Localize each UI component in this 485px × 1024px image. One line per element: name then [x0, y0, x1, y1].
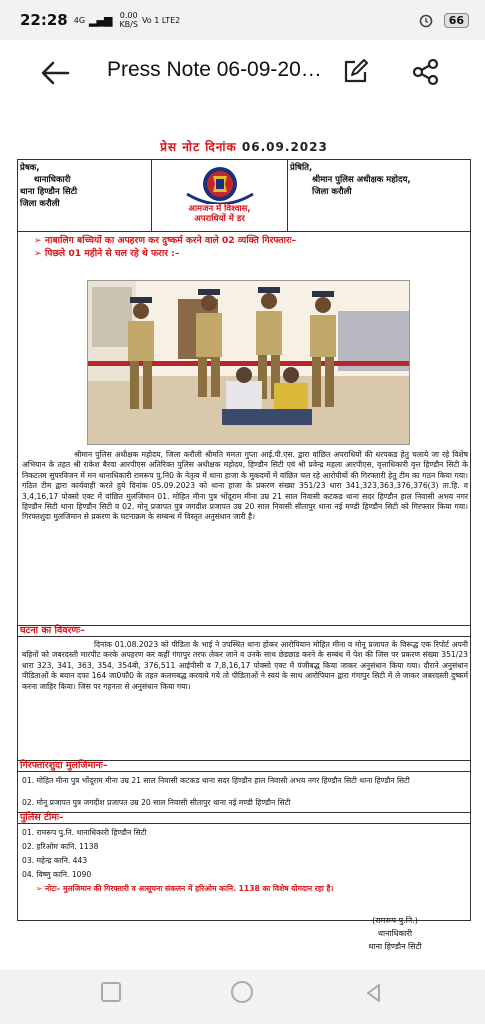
network-type-label: 4G: [73, 15, 86, 25]
sign-line: (रामरूप पु.नि.): [372, 916, 418, 925]
team-member: 01. रामरूप पु.नि. थानाधिकारी हिण्डौन सिटी: [22, 828, 147, 837]
special-note: ➢ नोटः– मुलजिमान की गिरफ्तारी व आसूचना संकलन में हरिओम कानि. 1138 का विशेष योगदान रहा है।: [36, 884, 334, 893]
sender-line: जिला करौली: [20, 199, 60, 209]
nav-back-icon[interactable]: [363, 982, 385, 1004]
sender-line: थानाधिकारी: [34, 175, 71, 185]
recipient-line: जिला करौली: [312, 187, 352, 197]
team-heading: पुलिस टीमः–: [18, 812, 470, 824]
status-bar: [0, 0, 485, 40]
sign-line: थाना हिण्डौन सिटी: [368, 942, 422, 951]
recipient-line: श्रीमान पुलिस अधीक्षक महोदय,: [312, 175, 411, 185]
battery-indicator: 66: [444, 13, 469, 28]
police-logo-cell: [152, 160, 288, 231]
intro-paragraph: श्रीमान पुलिस अधीक्षक महोदय, जिला करौली श्रीमति ममता गुप्ता आई.पी.एस. द्वारा वांछित अपराधियों की धरपकड हेतु चलाये जा रहे विशेष अभियान के तहत श्री राकेश बैरवा आरपीएस अतिरिक्त पुलिस अधीक्षक महोदय, हिण्डौन सिटी एवं श्री प्रवेन्द्र महला आरपीएस, वृत्ताधिकारी वृत्त हिण्डौन सिटी के निकटतम सुपरविजन में मन थानाधिकारी रामरूप पु.नि0 के नेतृत्व में थाना हाजा के मुकदमों में वांछित चल रहे आरोपीयों की गिरफ्तारी हेतु टीम का गठन किया गया। गठित टीम द्वारा कार्यवाही करते हुये दिनांक 05.09.2023 को थाना हाजा के प्रकरण संख्या 351/23 धारा 341,323,363,376,376(3) ता.हि. व 3,4,16,17 पोक्सो एक्ट में वांछित मुलजिमान 01. मोहित मीना पुत्र भोंदूराम मीना उम्र 21 साल निवासी कटकड थाना सदर हिण्डौन हाल निवासी अभय नगर हिण्डौन सिटी थाना हिण्डौन सिटी व 02. मोनू प्रजापत पुत्र जगदीश प्रजापत उम्र 20 साल निवासी सीतापुर थाना नई मण्डी हिण्डौन सिटी को गिरफ्तार किया गया। गिरफ्तशुदा मुलजिमान से प्रकरण के घटनाक्रम के सम्बन्ध में विस्तृत अनुसंधान जारी है।: [22, 450, 468, 522]
edit-icon[interactable]: [342, 59, 368, 85]
document-title: Press Note 06-09-20…: [107, 58, 322, 81]
title-date: 06.09.2023: [241, 140, 328, 154]
headline-arrest: ➢ नाबालिग बच्चियों का अपहरण कर दुष्कर्म करने वाले 02 व्यक्ति गिरफ्तारः–: [34, 235, 297, 246]
sender-line: थाना हिण्डौन सिटी: [20, 187, 78, 197]
press-note-page: [17, 142, 471, 970]
volte-indicator: Vo 1 LTE2: [141, 15, 181, 25]
team-member: 04. विष्णु कानि. 1090: [22, 870, 92, 879]
motto-line: आमजन में विश्वास,: [188, 204, 251, 214]
rajasthan-police-logo-icon: [182, 164, 258, 204]
arrest-photo-image: [88, 281, 410, 445]
navigation-bar: [0, 970, 485, 1024]
recipient-block: [288, 160, 470, 231]
title-prefix: प्रेस नोट दिनांक: [160, 140, 237, 154]
net-speed-value: 0.00: [119, 11, 138, 20]
arrested-item: 01. मोहित मीना पुत्र भोंदूराम मीना उम्र 21 साल निवासी कटकड थाना सदर हिण्डौन हाल निवासी अभय नगर हिण्डौन सिटी थाना हिण्डौन सिटी: [22, 776, 410, 785]
home-icon[interactable]: [231, 981, 253, 1003]
recent-apps-icon[interactable]: [101, 982, 121, 1002]
signal-bars-icon: ▂▄▆: [89, 13, 112, 27]
arrow-back-icon[interactable]: [40, 60, 70, 86]
sender-line: प्रेषक,: [20, 163, 40, 173]
press-note-title: [17, 142, 471, 152]
sign-line: थानाधिकारी: [377, 929, 413, 938]
arrested-item: 02. मोनू प्रजापत पुत्र जगदीश प्रजापत उम्र 20 साल निवासी सीतापुर थाना नई मण्डी हिण्डौन सिटी: [22, 798, 291, 807]
document-viewer[interactable]: [0, 106, 485, 970]
motto-line: अपराधियों में डर: [194, 214, 245, 224]
signature-block: [330, 914, 460, 953]
status-time: 22:28: [20, 11, 68, 29]
incident-paragraph: दिनांक 01.08.2023 को पीडिता के भाई ने उपस्थित थाना होकर आरोपियान मोहित मीना व मोनू प्रजापत के विरूद्ध एक रिपोर्ट अपनी बहिनों को जबरदस्ती मारपीट करके अपहरण कर कहीं गंगापुर तरफ लेकर जाने व उनके साथ छेडछाड करने के सम्बंध में पेश की जिस पर प्रकरण संख्या 351/23 धारा 323, 341, 363, 354, 354बी, 376,511 आईपीसी व 7,8,16,17 पोक्सो एक्ट में पंजीबद्ध किया जाकर अनुसंधान किया गया। दौराने अनुसंधान पीडिताओं के बयान दफा 164 जा0फौ0 के तहत कलमबद्ध करवाये गये तो पीडिताओं ने स्वयं के साथ आरोपियान द्वारा गंगापुर सिटी में ले जाकर जबरदस्ती दुष्कर्म करना जाहिर किया। जिस पर गहनता से अनुसंधान किया गया।: [22, 640, 468, 691]
network-type: [74, 16, 85, 25]
app-bar: [0, 40, 485, 106]
alarm-icon: [418, 12, 434, 28]
net-speed: [119, 11, 138, 29]
net-speed-unit: KB/S: [119, 20, 138, 29]
headline-absconding: ➢ पिछले 01 महीने से चल रहे थे फरार :–: [34, 248, 180, 259]
arrested-heading: गिरफ्तारशुदा मुलजिमानः–: [18, 760, 470, 772]
sender-block: [18, 160, 152, 231]
team-member: 03. महेन्द्र कानि. 443: [22, 856, 88, 865]
header-table: [17, 159, 471, 232]
arrest-photo: [87, 280, 410, 445]
share-icon[interactable]: [412, 58, 440, 86]
incident-heading: घटना का विवरणः–: [18, 625, 470, 637]
press-note-body: [17, 232, 471, 951]
recipient-line: प्रेषिति,: [290, 163, 313, 173]
team-member: 02. हरिओम कानि. 1138: [22, 842, 99, 851]
